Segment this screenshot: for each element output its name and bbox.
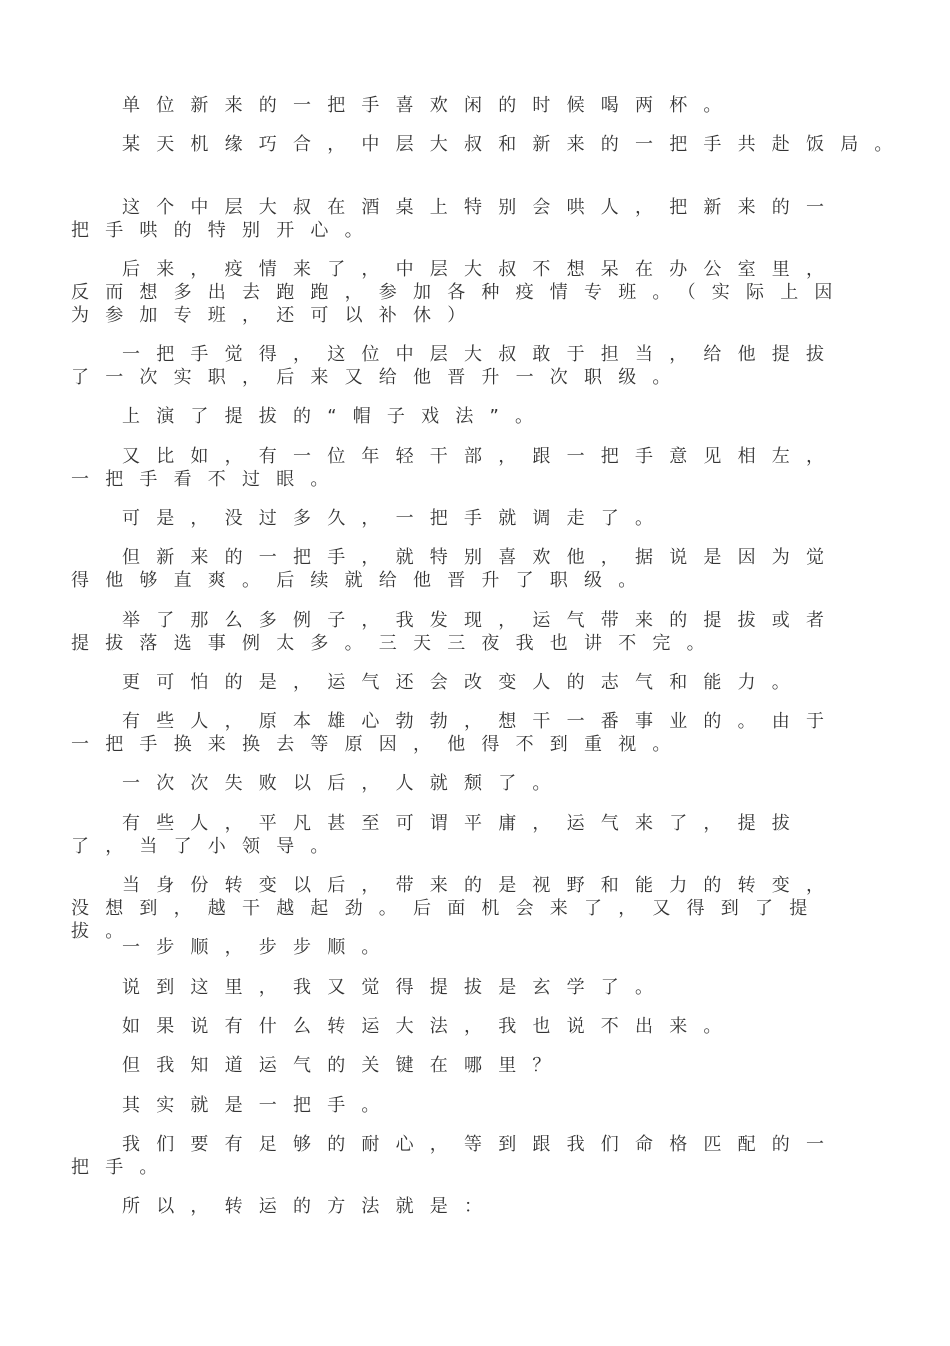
paragraph-19: 但我知道运气的关键在哪里？: [122, 1055, 567, 1076]
paragraph-1: 单位新来的一把手喜欢闲的时候喝两杯。: [122, 95, 738, 116]
paragraph-21: 我们要有足够的耐心，等到跟我们命格匹配的一把手。: [71, 1134, 841, 1178]
paragraph-8: 可是，没过多久，一把手就调走了。: [122, 508, 670, 529]
paragraph-20: 其实就是一把手。: [122, 1095, 396, 1116]
paragraph-9: 但新来的一把手，就特别喜欢他，据说是因为觉得他够直爽。后续就给他晋升了职级。: [71, 547, 841, 591]
paragraph-17: 说到这里，我又觉得提拔是玄学了。: [122, 977, 670, 998]
paragraph-15: 当身份转变以后，带来的是视野和能力的转变，没想到，越干越起劲。后面机会来了，又得到了提拔。: [71, 875, 841, 942]
paragraph-7: 又比如，有一位年轻干部，跟一把手意见相左，一把手看不过眼。: [71, 446, 841, 490]
paragraph-10: 举了那么多例子，我发现，运气带来的提拔或者提拔落选事例太多。三天三夜我也讲不完。: [71, 610, 841, 654]
paragraph-11: 更可怕的是，运气还会改变人的志气和能力。: [122, 672, 806, 693]
paragraph-13: 一次次失败以后，人就颓了。: [122, 773, 567, 794]
paragraph-18: 如果说有什么转运大法，我也说不出来。: [122, 1016, 738, 1037]
paragraph-6: 上演了提拔的“帽子戏法”。: [122, 406, 550, 427]
paragraph-3: 这个中层大叔在酒桌上特别会哄人，把新来的一把手哄的特别开心。: [71, 197, 841, 241]
paragraph-12: 有些人，原本雄心勃勃，想干一番事业的。由于一把手换来换去等原因，他得不到重视。: [71, 711, 841, 755]
paragraph-2: 某天机缘巧合，中层大叔和新来的一把手共赴饭局。: [122, 134, 909, 155]
paragraph-14: 有些人，平凡甚至可谓平庸，运气来了，提拔了，当了小领导。: [71, 813, 806, 857]
paragraph-22: 所以，转运的方法就是：: [122, 1196, 499, 1217]
paragraph-16: 一步顺，步步顺。: [122, 937, 396, 958]
paragraph-4: 后来，疫情来了，中层大叔不想呆在办公室里，反而想多出去跑跑，参加各种疫情专班。（实际上因为参加专班，还可以补休）: [71, 259, 849, 326]
paragraph-5: 一把手觉得，这位中层大叔敢于担当，给他提拔了一次实职，后来又给他晋升一次职级。: [71, 344, 841, 388]
